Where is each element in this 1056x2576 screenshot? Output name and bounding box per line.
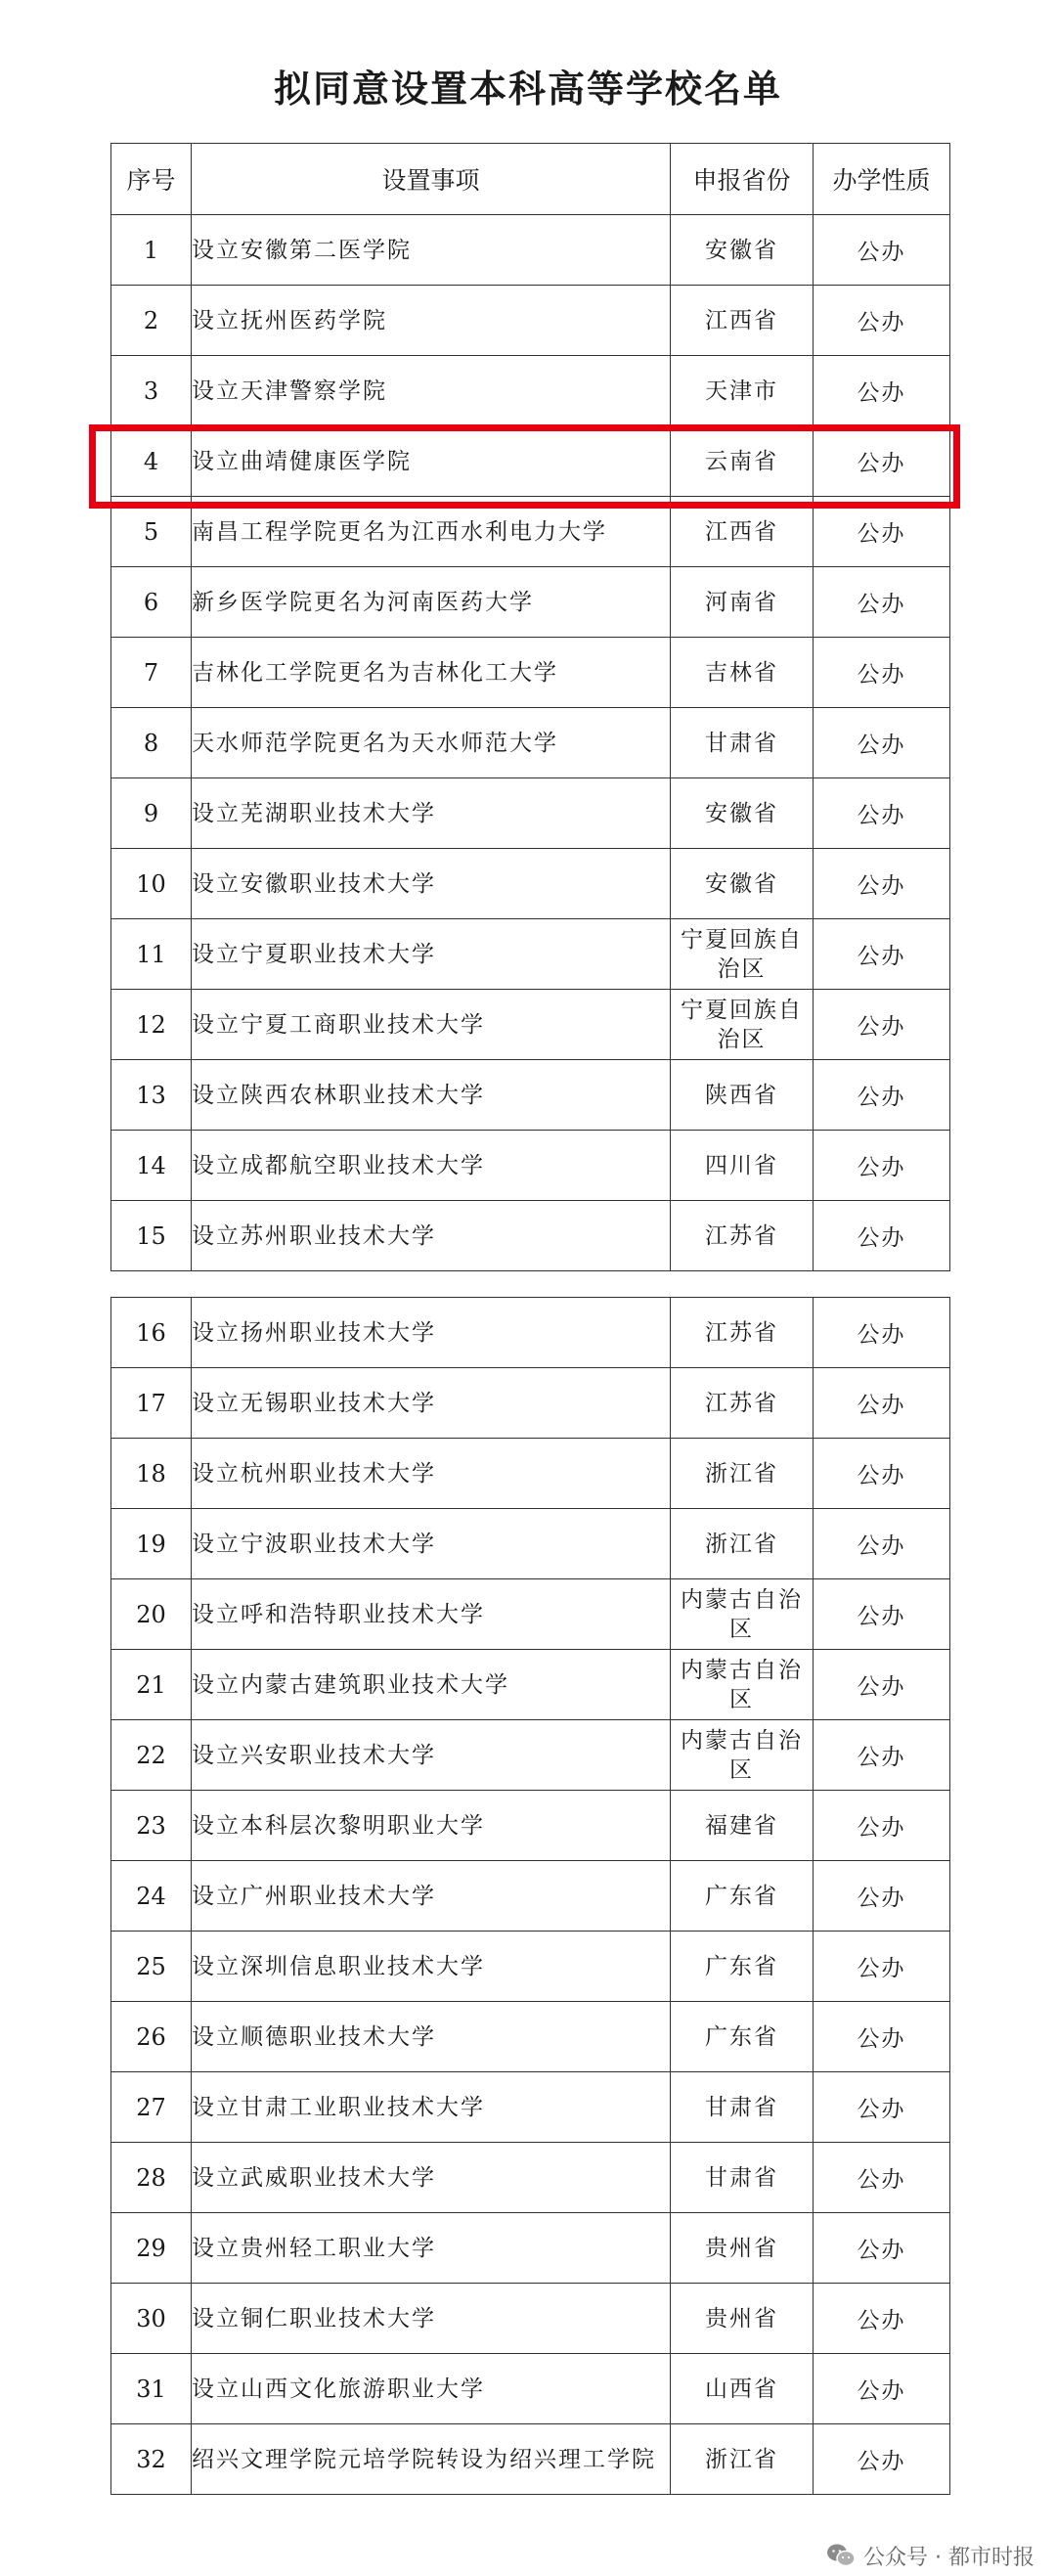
row-item: 设立广州职业技术大学 (192, 1861, 671, 1932)
row-number: 29 (111, 2213, 192, 2284)
table-row (111, 2002, 950, 2072)
table-row (111, 1439, 950, 1509)
table-row (111, 1060, 950, 1131)
row-type: 公办 (814, 1579, 950, 1650)
row-province: 内蒙古自治区 (671, 1720, 814, 1791)
table-row (111, 1932, 950, 2002)
row-province: 江苏省 (671, 1298, 814, 1368)
row-item: 设立芜湖职业技术大学 (192, 778, 671, 849)
row-number: 8 (111, 708, 192, 778)
row-province: 浙江省 (671, 1509, 814, 1579)
row-type: 公办 (814, 215, 950, 286)
row-type: 公办 (814, 638, 950, 708)
row-number: 18 (111, 1439, 192, 1509)
row-type: 公办 (814, 1201, 950, 1271)
row-type: 公办 (814, 2143, 950, 2213)
row-number: 31 (111, 2354, 192, 2424)
row-type: 公办 (814, 919, 950, 990)
table-row (111, 2354, 950, 2424)
row-item: 设立武威职业技术大学 (192, 2143, 671, 2213)
row-type: 公办 (814, 497, 950, 567)
row-number: 5 (111, 497, 192, 567)
row-item: 设立本科层次黎明职业大学 (192, 1791, 671, 1861)
row-province: 云南省 (671, 426, 814, 497)
row-item: 设立宁夏职业技术大学 (192, 919, 671, 990)
row-type: 公办 (814, 1650, 950, 1720)
row-number: 3 (111, 356, 192, 426)
wechat-icon (826, 2543, 856, 2568)
row-item: 新乡医学院更名为河南医药大学 (192, 567, 671, 638)
row-item: 设立深圳信息职业技术大学 (192, 1932, 671, 2002)
row-item: 设立陕西农林职业技术大学 (192, 1060, 671, 1131)
row-item: 设立铜仁职业技术大学 (192, 2284, 671, 2354)
row-item: 设立甘肃工业职业技术大学 (192, 2072, 671, 2143)
row-province: 甘肃省 (671, 708, 814, 778)
row-item: 设立天津警察学院 (192, 356, 671, 426)
row-item: 设立内蒙古建筑职业技术大学 (192, 1650, 671, 1720)
row-type: 公办 (814, 1368, 950, 1439)
row-type: 公办 (814, 2354, 950, 2424)
row-number: 20 (111, 1579, 192, 1650)
row-number: 2 (111, 286, 192, 356)
row-number: 24 (111, 1861, 192, 1932)
row-item: 设立无锡职业技术大学 (192, 1368, 671, 1439)
row-province: 吉林省 (671, 638, 814, 708)
row-province: 安徽省 (671, 849, 814, 919)
table-row (111, 286, 950, 356)
row-type: 公办 (814, 849, 950, 919)
row-province: 贵州省 (671, 2213, 814, 2284)
document-title: 拟同意设置本科高等学校名单 (273, 67, 782, 111)
row-item: 设立宁夏工商职业技术大学 (192, 990, 671, 1060)
row-number: 21 (111, 1650, 192, 1720)
row-item: 设立成都航空职业技术大学 (192, 1131, 671, 1201)
row-item: 设立宁波职业技术大学 (192, 1509, 671, 1579)
row-type: 公办 (814, 356, 950, 426)
row-number: 12 (111, 990, 192, 1060)
row-number: 1 (111, 215, 192, 286)
row-number: 6 (111, 567, 192, 638)
row-item: 设立抚州医药学院 (192, 286, 671, 356)
row-province: 甘肃省 (671, 2143, 814, 2213)
table-row (111, 1720, 950, 1791)
row-province: 内蒙古自治区 (671, 1579, 814, 1650)
table-row (111, 849, 950, 919)
table-row (111, 919, 950, 990)
row-type: 公办 (814, 1861, 950, 1932)
header-province: 申报省份 (671, 144, 814, 215)
table-row (111, 708, 950, 778)
row-province: 广东省 (671, 1932, 814, 2002)
table-row (111, 778, 950, 849)
row-item: 设立曲靖健康医学院 (192, 426, 671, 497)
row-number: 22 (111, 1720, 192, 1791)
school-list-table-part2 (110, 1297, 950, 2495)
table-row (111, 1201, 950, 1271)
row-province: 浙江省 (671, 1439, 814, 1509)
table-row (111, 356, 950, 426)
row-type: 公办 (814, 990, 950, 1060)
row-item: 吉林化工学院更名为吉林化工大学 (192, 638, 671, 708)
table-row (111, 1861, 950, 1932)
table-row (111, 2072, 950, 2143)
table-header-row (111, 144, 950, 215)
table-row (111, 990, 950, 1060)
row-province: 浙江省 (671, 2424, 814, 2495)
row-4-highlight-box (89, 424, 960, 509)
row-province: 安徽省 (671, 778, 814, 849)
row-type: 公办 (814, 567, 950, 638)
row-item: 设立兴安职业技术大学 (192, 1720, 671, 1791)
row-item: 设立呼和浩特职业技术大学 (192, 1579, 671, 1650)
row-province: 江西省 (671, 286, 814, 356)
row-type: 公办 (814, 2002, 950, 2072)
watermark (826, 2541, 1034, 2570)
row-province: 河南省 (671, 567, 814, 638)
row-type: 公办 (814, 2213, 950, 2284)
row-type: 公办 (814, 426, 950, 497)
row-type: 公办 (814, 1720, 950, 1791)
row-type: 公办 (814, 708, 950, 778)
table-row (111, 1368, 950, 1439)
row-number: 15 (111, 1201, 192, 1271)
row-type: 公办 (814, 1131, 950, 1201)
table-row (111, 638, 950, 708)
row-province: 天津市 (671, 356, 814, 426)
row-item: 设立安徽职业技术大学 (192, 849, 671, 919)
table-row (111, 1131, 950, 1201)
row-number: 9 (111, 778, 192, 849)
row-number: 25 (111, 1932, 192, 2002)
row-province: 内蒙古自治区 (671, 1650, 814, 1720)
row-number: 4 (111, 426, 192, 497)
row-item: 设立苏州职业技术大学 (192, 1201, 671, 1271)
row-province: 贵州省 (671, 2284, 814, 2354)
row-province: 广东省 (671, 2002, 814, 2072)
row-number: 23 (111, 1791, 192, 1861)
row-number: 10 (111, 849, 192, 919)
header-item: 设置事项 (192, 144, 671, 215)
row-number: 11 (111, 919, 192, 990)
row-type: 公办 (814, 778, 950, 849)
row-number: 19 (111, 1509, 192, 1579)
row-type: 公办 (814, 286, 950, 356)
table-row (111, 1509, 950, 1579)
row-number: 28 (111, 2143, 192, 2213)
table-row (111, 1579, 950, 1650)
row-number: 27 (111, 2072, 192, 2143)
row-number: 30 (111, 2284, 192, 2354)
table-row (111, 1298, 950, 1368)
row-type: 公办 (814, 1791, 950, 1861)
row-item: 设立山西文化旅游职业大学 (192, 2354, 671, 2424)
row-province: 江西省 (671, 497, 814, 567)
row-type: 公办 (814, 1932, 950, 2002)
table-row (111, 567, 950, 638)
row-number: 26 (111, 2002, 192, 2072)
header-no: 序号 (111, 144, 192, 215)
row-item: 绍兴文理学院元培学院转设为绍兴理工学院 (192, 2424, 671, 2495)
row-number: 16 (111, 1298, 192, 1368)
table-row (111, 2143, 950, 2213)
row-province: 江苏省 (671, 1368, 814, 1439)
table-row (111, 2284, 950, 2354)
row-type: 公办 (814, 2424, 950, 2495)
row-item: 设立杭州职业技术大学 (192, 1439, 671, 1509)
row-province: 甘肃省 (671, 2072, 814, 2143)
row-item: 设立安徽第二医学院 (192, 215, 671, 286)
row-item: 天水师范学院更名为天水师范大学 (192, 708, 671, 778)
table-row (111, 2424, 950, 2495)
row-number: 7 (111, 638, 192, 708)
row-number: 14 (111, 1131, 192, 1201)
row-type: 公办 (814, 2284, 950, 2354)
row-province: 广东省 (671, 1861, 814, 1932)
watermark-text: 公众号 · 都市时报 (863, 2545, 1034, 2570)
row-province: 江苏省 (671, 1201, 814, 1271)
table-row (111, 1791, 950, 1861)
school-list-table-part1 (110, 143, 950, 1271)
row-item: 设立扬州职业技术大学 (192, 1298, 671, 1368)
row-number: 17 (111, 1368, 192, 1439)
header-type: 办学性质 (814, 144, 950, 215)
row-type: 公办 (814, 2072, 950, 2143)
row-type: 公办 (814, 1060, 950, 1131)
row-province: 福建省 (671, 1791, 814, 1861)
table-row (111, 2213, 950, 2284)
table-row (111, 1650, 950, 1720)
row-type: 公办 (814, 1298, 950, 1368)
row-number: 13 (111, 1060, 192, 1131)
row-province: 安徽省 (671, 215, 814, 286)
row-type: 公办 (814, 1439, 950, 1509)
row-item: 设立顺德职业技术大学 (192, 2002, 671, 2072)
row-item: 设立贵州轻工职业大学 (192, 2213, 671, 2284)
table-row (111, 215, 950, 286)
row-province: 宁夏回族自治区 (671, 919, 814, 990)
row-province: 山西省 (671, 2354, 814, 2424)
row-province: 陕西省 (671, 1060, 814, 1131)
row-type: 公办 (814, 1509, 950, 1579)
row-item: 南昌工程学院更名为江西水利电力大学 (192, 497, 671, 567)
row-province: 四川省 (671, 1131, 814, 1201)
row-number: 32 (111, 2424, 192, 2495)
row-province: 宁夏回族自治区 (671, 990, 814, 1060)
